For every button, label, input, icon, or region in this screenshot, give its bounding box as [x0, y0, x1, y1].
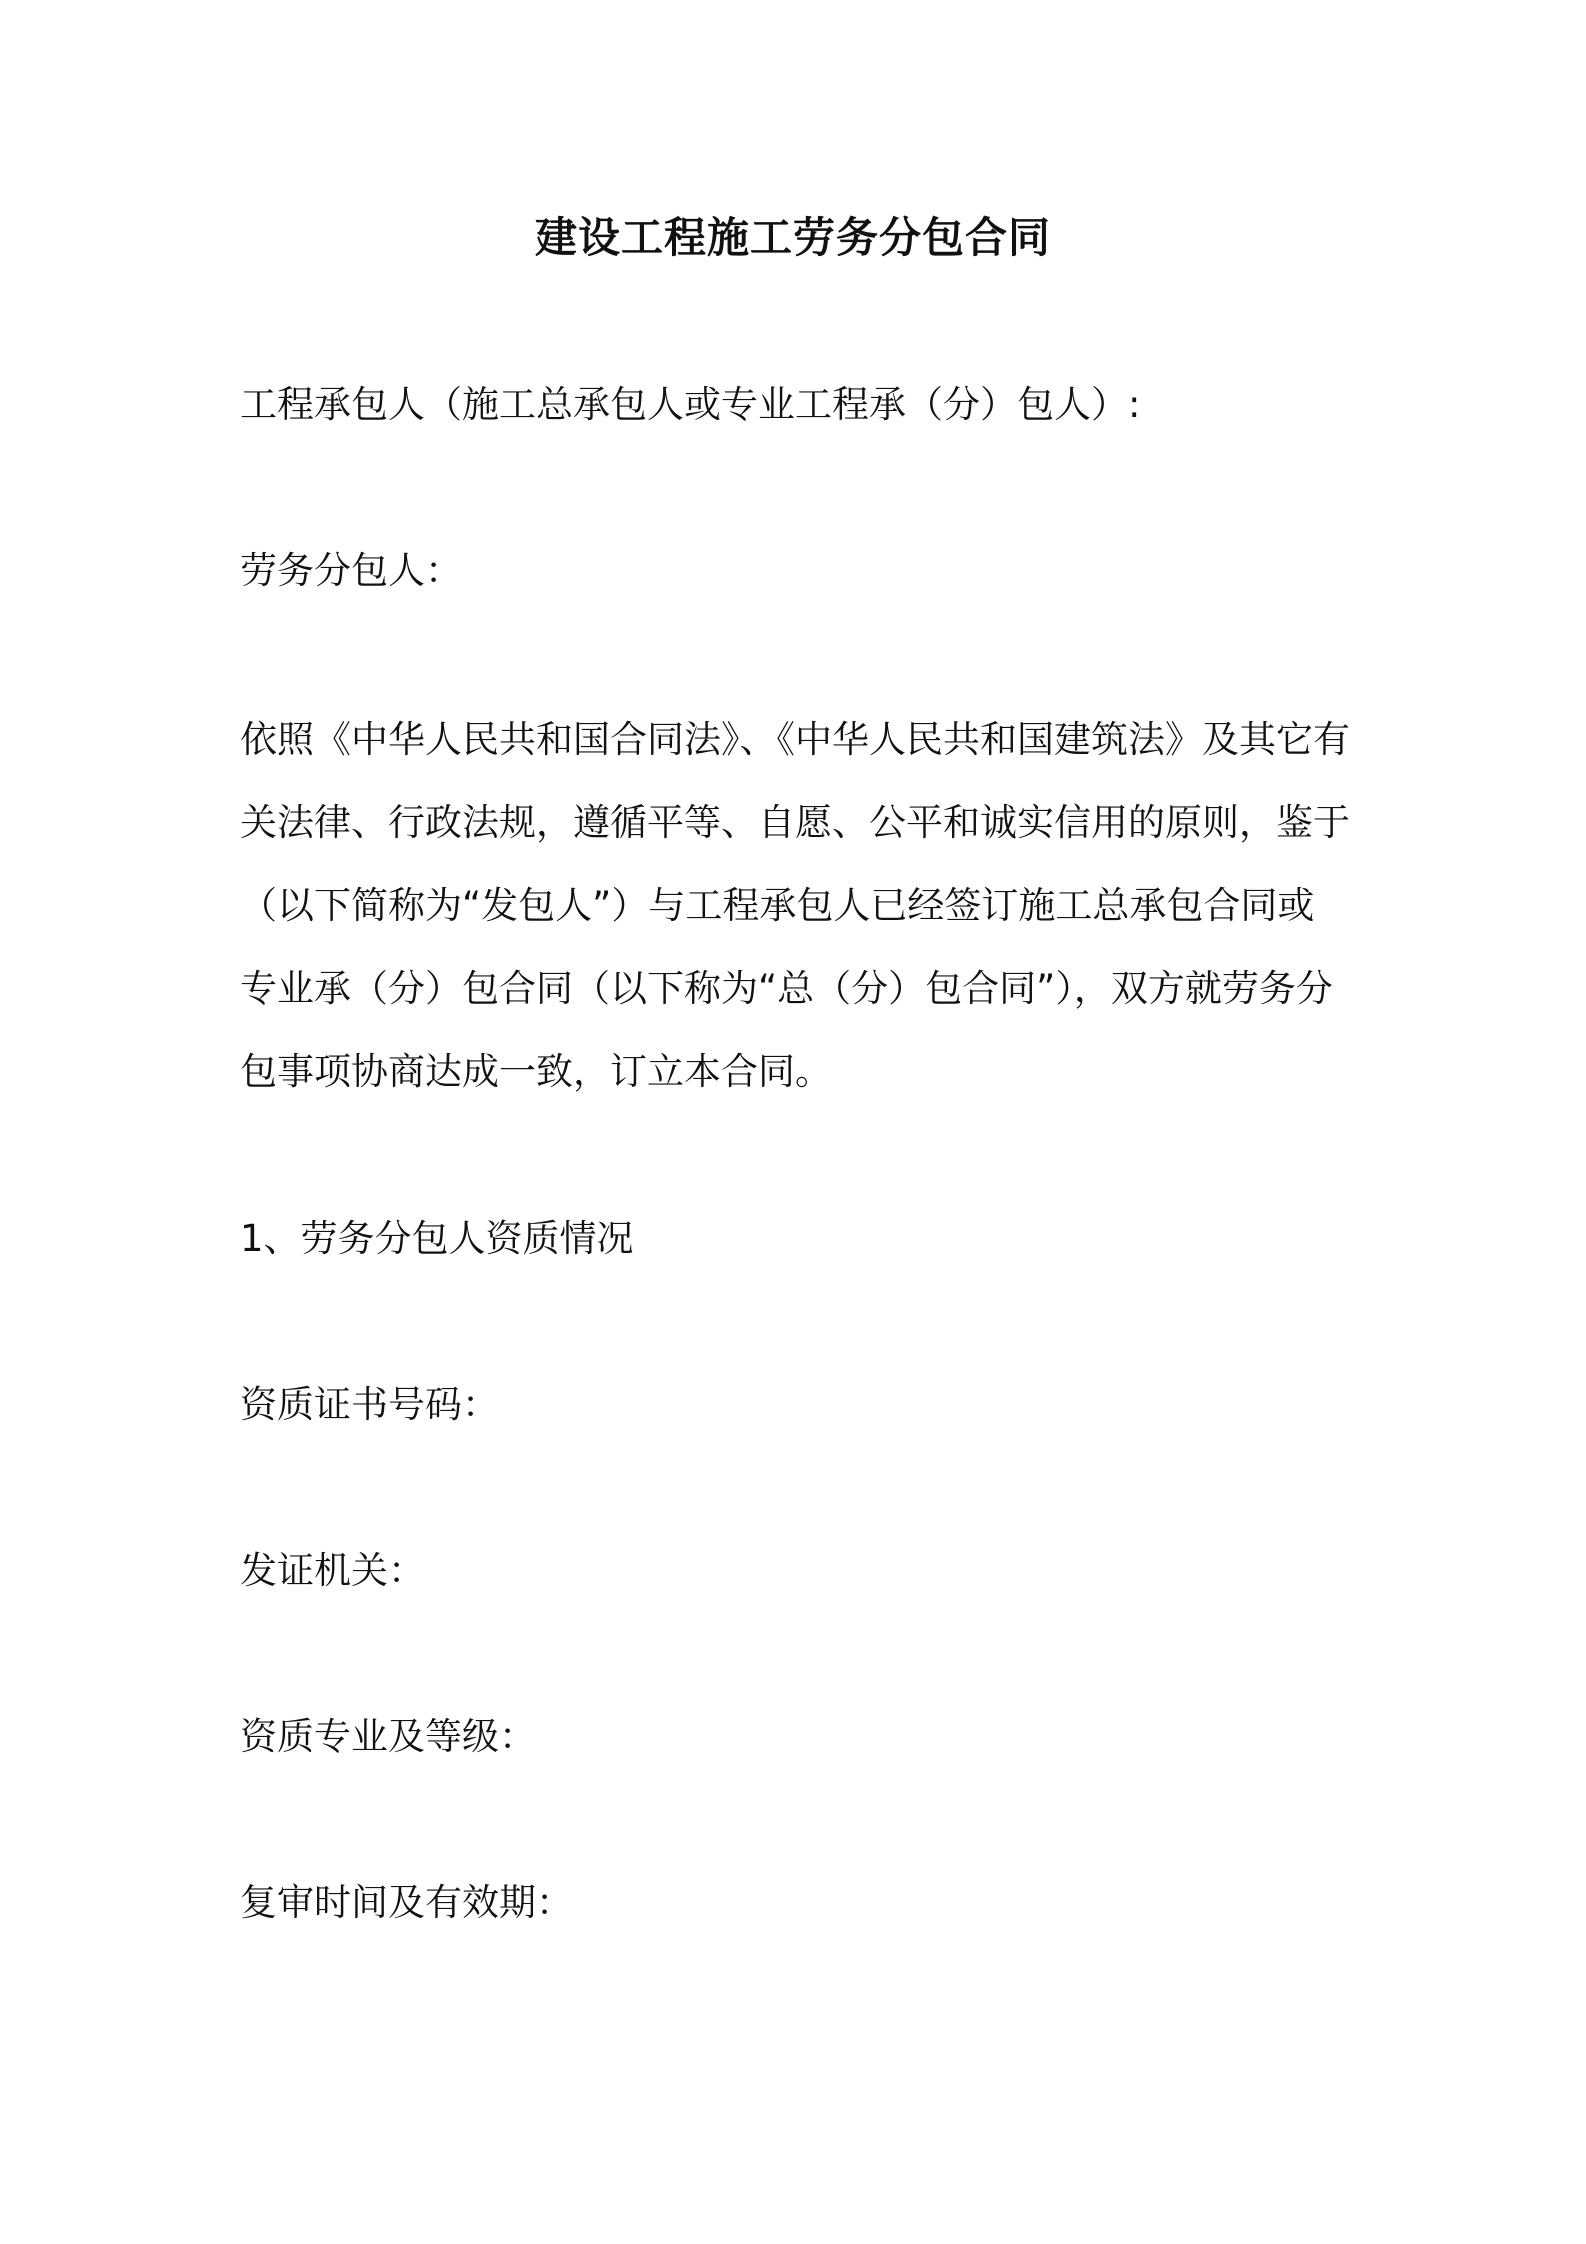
issuing-authority-field: 发证机关： [240, 1549, 425, 1592]
preamble-line: 包事项协商达成一致，订立本合同。 [240, 1050, 832, 1093]
preamble-line: 专业承（分）包合同（以下称为“总（分）包合同”），双方就劳务分 [240, 967, 1333, 1010]
preamble-line: 关法律、行政法规，遵循平等、自愿、公平和诚实信用的原则，鉴于 [240, 801, 1350, 844]
preamble-paragraph [240, 698, 1360, 1113]
review-validity-field: 复审时间及有效期： [240, 1881, 573, 1924]
qualification-grade-field: 资质专业及等级： [240, 1715, 536, 1758]
section-1-heading: 1、劳务分包人资质情况 [240, 1217, 634, 1260]
contractor-label: 工程承包人（施工总承包人或专业工程承（分）包人）: [240, 383, 1141, 426]
preamble-line: （以下简称为“发包人”）与工程承包人已经签订施工总承包合同或 [240, 884, 1315, 927]
document-title: 建设工程施工劳务分包合同 [534, 213, 1051, 262]
certificate-number-field: 资质证书号码： [240, 1383, 499, 1426]
preamble-line: 依照《中华人民共和国合同法》、《中华人民共和国建筑法》及其它有 [240, 718, 1350, 761]
subcontractor-label: 劳务分包人： [240, 549, 462, 592]
